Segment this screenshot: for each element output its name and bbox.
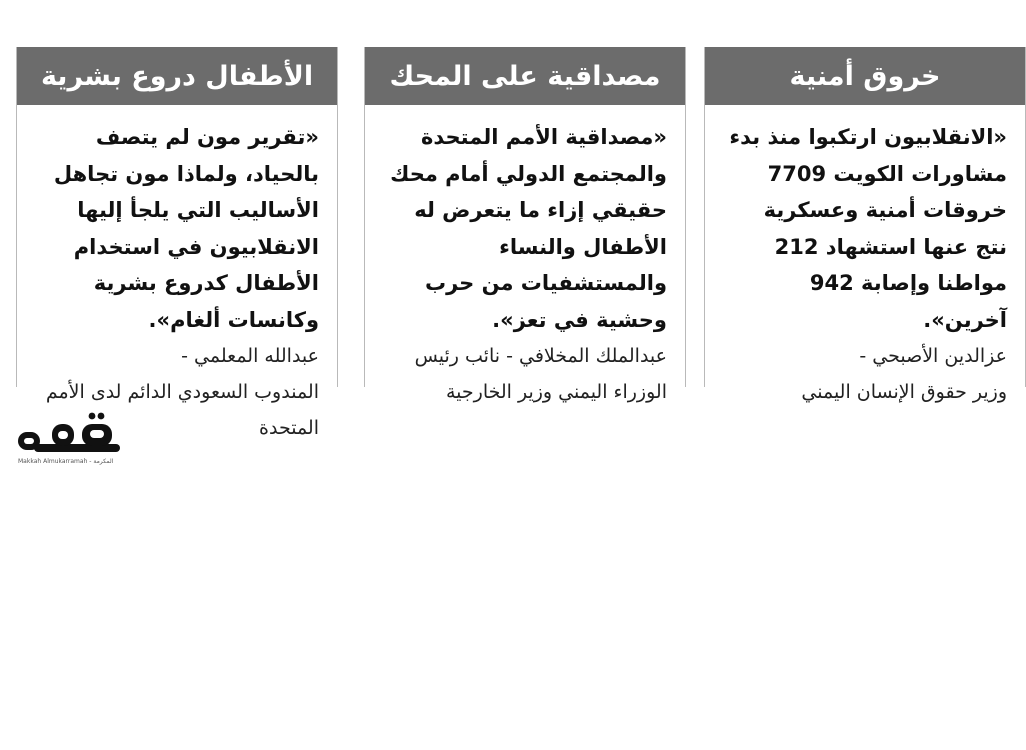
column-title: خروق أمنية [705,47,1025,105]
source-role: الوزراء اليمني وزير الخارجية [445,381,667,403]
source-name: عزالدين الأصبحي - [859,345,1007,367]
column-credibility [364,47,686,403]
column-title: مصداقية على المحك [365,47,685,105]
column-body [365,105,685,410]
column-human-shields [16,47,338,439]
quote-text: «الانقلابيون ارتكبوا منذ بدء مشاورات الكويت 7709 خروقات أمنية وعسكرية نتج عنها استشهاد 212 مواطنا وإصابة 942 آخرين». [729,125,1007,332]
source-name: عبدالملك المخلافي - نائب رئيس [414,345,667,367]
column-title: الأطفال دروع بشرية [17,47,337,105]
source-role: المندوب السعودي الدائم لدى الأمم المتحدة [45,381,319,439]
quote-source [725,338,1007,410]
source-role: وزير حقوق الإنسان اليمني [801,381,1007,403]
logo-subtitle: Makkah Almukarramah - المكرمة [18,458,114,465]
column-body [705,105,1025,410]
column-body [17,105,337,446]
quote-text: «تقرير مون لم يتصف بالحياد، ولماذا مون تجاهل الأساليب التي يلجأ إليها الانقلابيون في استخدام الأطفال كدروع بشرية وكانسات ألغام». [53,125,319,332]
quote-text: «مصداقية الأمم المتحدة والمجتمع الدولي أمام محك حقيقي إزاء ما يتعرض له الأطفال والنساء والمستشفيات من حرب وحشية في تعز». [390,125,667,332]
column-security-breaches [704,47,1026,403]
quote-source [385,338,667,410]
source-name: عبدالله المعلمي - [181,345,319,367]
